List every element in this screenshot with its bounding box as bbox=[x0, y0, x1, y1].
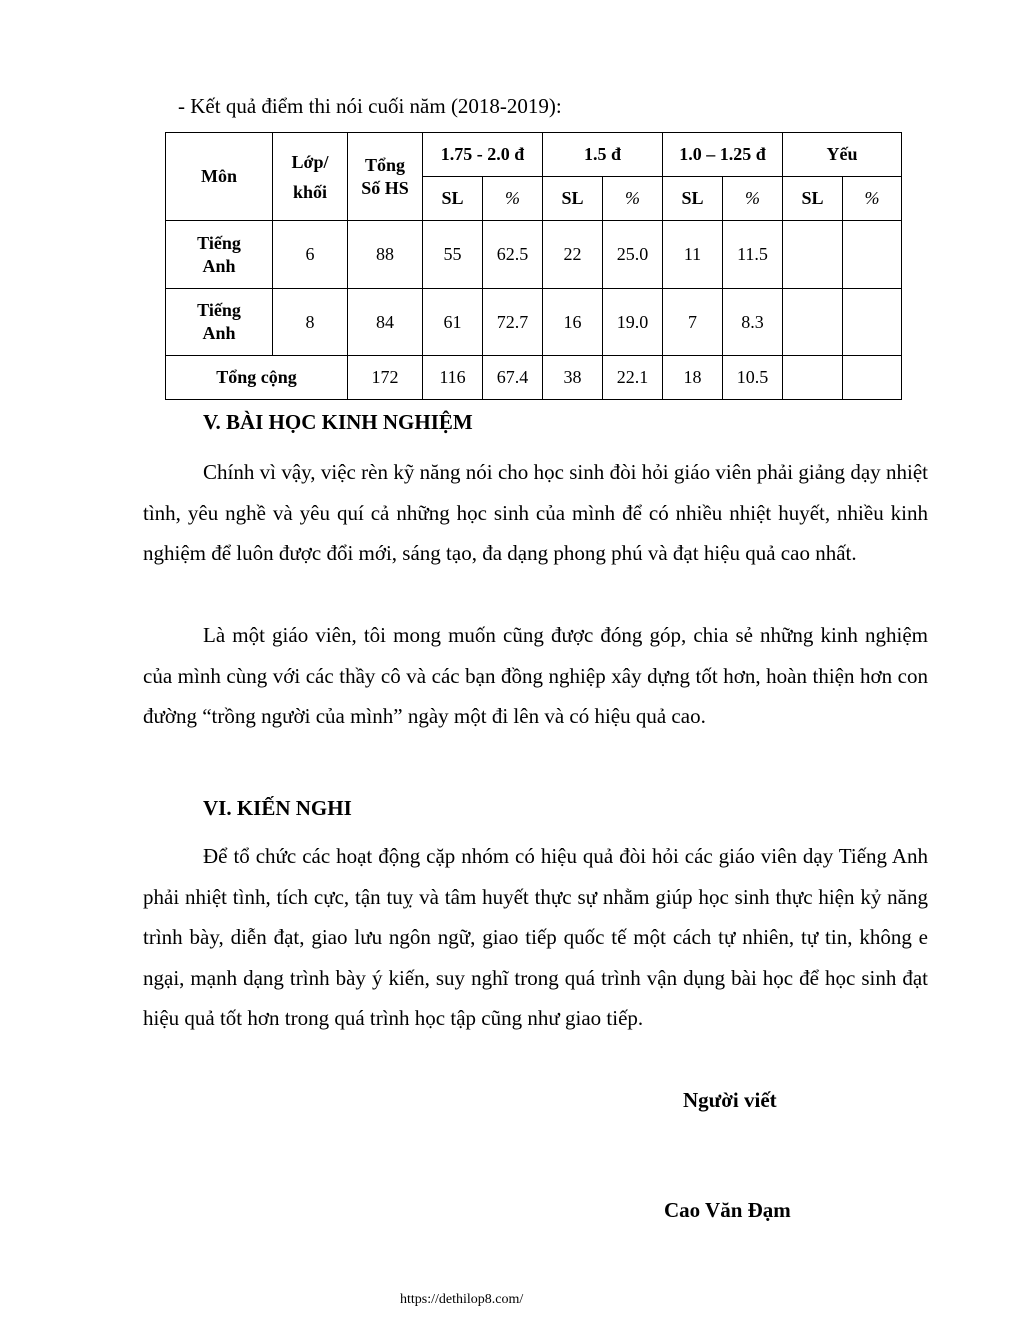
cell-value: 8.3 bbox=[723, 289, 783, 356]
cell-value: 62.5 bbox=[483, 221, 543, 289]
signature-name: Cao Văn Đạm bbox=[664, 1198, 791, 1222]
cell-value bbox=[843, 221, 902, 289]
cell-value: 11 bbox=[663, 221, 723, 289]
cell-value bbox=[783, 289, 843, 356]
table-total-row bbox=[166, 356, 902, 400]
cell-value bbox=[843, 356, 902, 400]
cell-value: 61 bbox=[423, 289, 483, 356]
cell-subject: Tiếng Anh bbox=[166, 289, 273, 356]
header-pct: % bbox=[603, 177, 663, 221]
results-table bbox=[165, 132, 902, 400]
header-sl: SL bbox=[543, 177, 603, 221]
header-subject: Môn bbox=[166, 133, 273, 221]
cell-value: 11.5 bbox=[723, 221, 783, 289]
cell-grade: 8 bbox=[273, 289, 348, 356]
header-sl: SL bbox=[663, 177, 723, 221]
header-group: 1.5 đ bbox=[543, 133, 663, 177]
cell-total: 84 bbox=[348, 289, 423, 356]
cell-value: 10.5 bbox=[723, 356, 783, 400]
signature-title: Người viết bbox=[683, 1088, 777, 1112]
footer-url[interactable]: https://dethilop8.com/ bbox=[400, 1292, 524, 1307]
paragraph: Chính vì vậy, việc rèn kỹ năng nói cho học sinh đòi hỏi giáo viên phải giảng dạy nhiệt tình, yêu nghề và yêu quí cả những học sinh của mình để có nhiều nhiệt huyết, nhiều kinh nghiệm để luôn được đổi mới, sáng tạo, đa dạng phong phú và đạt hiệu quả cao nhất. bbox=[143, 460, 928, 565]
cell-subject: Tiếng Anh bbox=[166, 221, 273, 289]
cell-value: 55 bbox=[423, 221, 483, 289]
cell-total: 88 bbox=[348, 221, 423, 289]
cell-value: 19.0 bbox=[603, 289, 663, 356]
cell-grade: 6 bbox=[273, 221, 348, 289]
cell-value: 72.7 bbox=[483, 289, 543, 356]
cell-value: 116 bbox=[423, 356, 483, 400]
table-row bbox=[166, 289, 902, 356]
cell-value: 67.4 bbox=[483, 356, 543, 400]
table-row bbox=[166, 221, 902, 289]
header-grade: Lớp/ khối bbox=[273, 133, 348, 221]
cell-value bbox=[843, 289, 902, 356]
cell-value bbox=[783, 356, 843, 400]
header-pct: % bbox=[483, 177, 543, 221]
cell-value: 22 bbox=[543, 221, 603, 289]
header-group: 1.0 – 1.25 đ bbox=[663, 133, 783, 177]
paragraph: Là một giáo viên, tôi mong muốn cũng được đóng góp, chia sẻ những kinh nghiệm của mình cùng với các thầy cô và các bạn đồng nghiệp xây dựng tốt hơn, hoàn thiện hơn con đường “trồng người của mình” ngày một đi lên và có hiệu quả cao. bbox=[143, 623, 928, 728]
cell-total-label: Tổng cộng bbox=[166, 356, 348, 400]
cell-total: 172 bbox=[348, 356, 423, 400]
cell-value: 25.0 bbox=[603, 221, 663, 289]
header-sl: SL bbox=[423, 177, 483, 221]
cell-value: 18 bbox=[663, 356, 723, 400]
header-pct: % bbox=[843, 177, 902, 221]
table-caption: - Kết quả điểm thi nói cuối năm (2018-2019): bbox=[178, 94, 562, 118]
cell-value: 7 bbox=[663, 289, 723, 356]
section-heading: VI. KIẾN NGHI bbox=[203, 796, 352, 820]
cell-value bbox=[783, 221, 843, 289]
header-total-students: Tổng Số HS bbox=[348, 133, 423, 221]
section-heading: V. BÀI HỌC KINH NGHIỆM bbox=[203, 410, 473, 434]
header-sl: SL bbox=[783, 177, 843, 221]
header-pct: % bbox=[723, 177, 783, 221]
cell-value: 38 bbox=[543, 356, 603, 400]
cell-value: 16 bbox=[543, 289, 603, 356]
cell-value: 22.1 bbox=[603, 356, 663, 400]
header-group: Yếu bbox=[783, 133, 902, 177]
header-group: 1.75 - 2.0 đ bbox=[423, 133, 543, 177]
paragraph: Để tổ chức các hoạt động cặp nhóm có hiệu quả đòi hỏi các giáo viên dạy Tiếng Anh phải nhiệt tình, tích cực, tận tuỵ và tâm huyết thực sự nhằm giúp học sinh thực hiện kỷ năng trình bày, diễn đạt, giao lưu ngôn ngữ, giao tiếp quốc tế một cách tự nhiên, tự tin, không e ngại, mạnh dạng trình bày ý kiến, suy nghĩ trong quá trình vận dụng bài học để học sinh đạt hiệu quả tốt hơn trong quá trình học tập cũng như giao tiếp. bbox=[143, 844, 928, 1030]
